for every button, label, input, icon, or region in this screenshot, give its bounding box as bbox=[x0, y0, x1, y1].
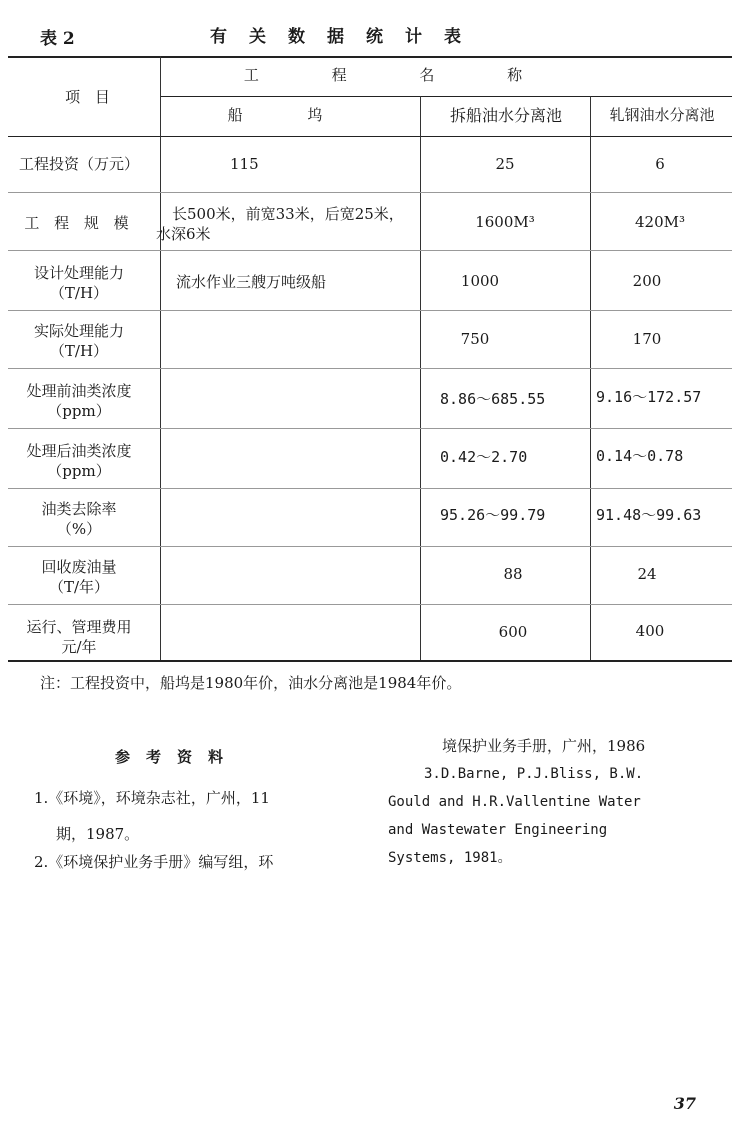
page-number: 37 bbox=[673, 1094, 696, 1113]
row-label-oil-before: 处理前油类浓度 bbox=[26, 382, 132, 400]
cell-ship-investment: 25 bbox=[495, 155, 515, 173]
row-label-design-capacity-unit: （T/H） bbox=[49, 284, 109, 302]
table-note: 注：工程投资中，船坞是1980年价，油水分离池是1984年价。 bbox=[40, 674, 462, 692]
reference-right-line: 境保护业务手册，广州，1986 bbox=[442, 737, 646, 755]
row-label-oil-after: 处理后油类浓度 bbox=[26, 442, 132, 460]
cell-ship-design-capacity: 1000 bbox=[460, 272, 500, 290]
cell-steel-actual-capacity: 170 bbox=[632, 330, 662, 348]
row-label-recovered-oil-unit: （T/年） bbox=[48, 578, 110, 596]
row-rule bbox=[8, 546, 732, 547]
header-mid-rule bbox=[160, 96, 732, 97]
row-rule bbox=[8, 604, 732, 605]
cell-ship-oil-after: 0.42～2.70 bbox=[440, 448, 528, 466]
cell-steel-removal-rate: 91.48～99.63 bbox=[596, 506, 702, 524]
row-label-operating-cost: 运行、管理费用 bbox=[26, 618, 132, 636]
cell-dock-design-capacity: 流水作业三艘万吨级船 bbox=[176, 273, 327, 291]
cell-ship-recovered-oil: 88 bbox=[503, 565, 523, 583]
reference-right-line: Systems, 1981。 bbox=[388, 850, 512, 866]
reference-left-line: 期，1987。 bbox=[56, 825, 140, 843]
row-label-investment: 工程投资（万元） bbox=[18, 155, 139, 173]
row-label-operating-cost-unit: 元/年 bbox=[61, 638, 97, 656]
header-col-steel: 轧钢油水分离池 bbox=[609, 106, 715, 124]
row-label-actual-capacity: 实际处理能力 bbox=[33, 322, 124, 340]
cell-dock-investment: 115 bbox=[230, 155, 259, 173]
cell-steel-investment: 6 bbox=[655, 155, 665, 173]
cell-ship-actual-capacity: 750 bbox=[460, 330, 490, 348]
row-label-oil-after-unit: （ppm） bbox=[47, 462, 111, 480]
cell-ship-removal-rate: 95.26～99.79 bbox=[440, 506, 546, 524]
cell-ship-oil-before: 8.86～685.55 bbox=[440, 390, 546, 408]
table-caption-title: 有关数据统计表 bbox=[210, 27, 483, 47]
header-project-name: 工 程 名 称 bbox=[243, 66, 557, 84]
table-top-rule bbox=[8, 56, 732, 58]
row-rule bbox=[8, 428, 732, 429]
header-bottom-rule bbox=[8, 136, 732, 137]
row-label-recovered-oil: 回收废油量 bbox=[41, 558, 117, 576]
cell-steel-design-capacity: 200 bbox=[632, 272, 662, 290]
col-rule-2 bbox=[420, 96, 421, 660]
row-label-oil-before-unit: （ppm） bbox=[47, 402, 111, 420]
col-rule-1 bbox=[160, 56, 161, 660]
cell-steel-scale: 420M³ bbox=[634, 213, 685, 231]
table-caption-label: 表 2 bbox=[40, 29, 75, 49]
references-heading: 参考资料 bbox=[115, 748, 240, 766]
reference-right-line: Gould and H.R.Vallentine Water bbox=[388, 794, 641, 810]
cell-ship-operating-cost: 600 bbox=[498, 623, 528, 641]
row-rule bbox=[8, 368, 732, 369]
cell-steel-oil-after: 0.14～0.78 bbox=[596, 447, 684, 465]
reference-left-line: 1.《环境》，环境杂志社，广州，11 bbox=[34, 789, 270, 807]
reference-right-line: 3.D.Barne, P.J.Bliss, B.W. bbox=[424, 766, 644, 782]
row-label-design-capacity: 设计处理能力 bbox=[33, 264, 124, 282]
cell-steel-operating-cost: 400 bbox=[635, 622, 665, 640]
header-col-ship: 拆船油水分离池 bbox=[449, 106, 562, 125]
cell-steel-recovered-oil: 24 bbox=[637, 565, 657, 583]
cell-dock-scale: 长500米，前宽33米，后宽25米，水深6米 bbox=[156, 205, 404, 243]
row-label-removal-rate-unit: （%） bbox=[56, 520, 102, 538]
reference-right-line: and Wastewater Engineering bbox=[388, 822, 608, 838]
row-label-removal-rate: 油类去除率 bbox=[41, 500, 117, 518]
row-label-actual-capacity-unit: （T/H） bbox=[49, 342, 109, 360]
reference-left-line: 2.《环境保护业务手册》编写组，环 bbox=[34, 853, 274, 871]
row-rule bbox=[8, 192, 732, 193]
row-rule bbox=[8, 310, 732, 311]
row-rule bbox=[8, 488, 732, 489]
table-bottom-rule bbox=[8, 660, 732, 662]
row-label-scale: 工 程 规 模 bbox=[24, 214, 134, 232]
cell-steel-oil-before: 9.16～172.57 bbox=[596, 388, 702, 406]
header-item: 项 目 bbox=[65, 88, 115, 106]
header-col-dock: 船 坞 bbox=[227, 106, 353, 124]
cell-ship-scale: 1600M³ bbox=[475, 213, 535, 231]
row-rule bbox=[8, 250, 732, 251]
